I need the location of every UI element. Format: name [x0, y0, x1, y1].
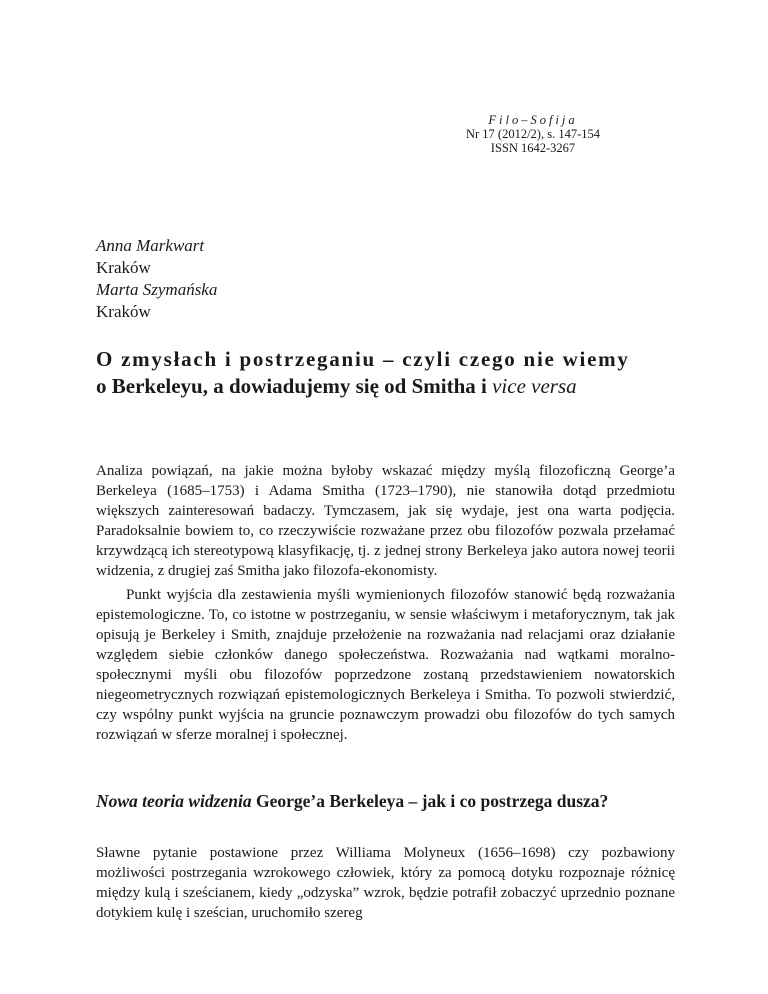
journal-issn: ISSN 1642-3267 [490, 141, 576, 155]
title-line-2 [96, 373, 696, 400]
title-line-1: O zmysłach i postrzeganiu – czyli czego nie wiemy [96, 347, 630, 371]
abstract-paragraph: Analiza powiązań, na jakie można byłoby wskazać między myślą filozoficzną George’a Berkeleya (1685–1753) i Adama Smitha (1723–1790), nie stanowiła dotąd przedmiotu większych zainteresowań badaczy. Tymczasem, jak się wydaje, jest ona warta podjęcia. Paradoksalnie bowiem to, co rzeczywiście rozważane przez obu filozofów pozwala przełamać krzywdzącą ich stereotypową klasyfikację, tj. z jednej strony Berkeleya jako autora nowej teorii widzenia, z drugiej zaś Smitha jako filozofa-ekonomisty. [96, 463, 675, 579]
section-heading-rest: George’a Berkeleya – jak i co postrzega dusza? [251, 791, 609, 811]
article-title [96, 346, 696, 400]
author-affiliation: Kraków [96, 302, 151, 321]
abstract-paragraph-2: Punkt wyjścia dla zestawienia myśli wymienionych filozofów stanowić będą rozważania epistemologiczne. To, co istotne w postrzeganiu, w sensie właściwym i metaforycznym, tak jak opisują je Berkeley i Smith, znajduje przełożenie na rozważania nad relacjami oraz działanie względem siebie członków danego społeczeństwa. Rozważania nad wątkami moralno-społecznymi myśli obu filozofów poprzedzone zostaną przedstawieniem nowatorskich niegeometrycznych rozwiązań epistemologicznych Berkeleya i Smitha. To pozwoli stwierdzić, czy wspólny punkt wyjścia na gruncie poznawczym prowadzi obu filozofów do tych samych rozwiązań w sferze moralnej i społecznej. [96, 587, 675, 743]
author-name: Anna Markwart [96, 236, 205, 255]
title-italic: vice versa [492, 374, 577, 398]
journal-issue: Nr 17 (2012/2), s. 147-154 [465, 127, 600, 141]
author-affiliation: Kraków [96, 258, 151, 277]
author-name: Marta Szymańska [96, 280, 218, 299]
section-paragraph: Sławne pytanie postawione przez Williama Molyneux (1656–1698) czy pozbawiony możliwości postrzegania wzrokowego człowiek, który za pomocą dotyku rozpoznaje różnicę między kulą i sześcianem, kiedy „odzyska” wzrok, będzie potrafił zobaczyć uprzednio poznane dotykiem kulę i sześcian, uruchomiło szereg [96, 845, 675, 921]
journal-info [383, 113, 683, 155]
author-list [96, 235, 217, 323]
section-heading-italic: Nowa teoria widzenia [96, 791, 252, 811]
section-heading [96, 790, 696, 812]
title-line-2-main: o Berkeleyu, a dowiadujemy się od Smitha i [96, 374, 493, 398]
journal-name: Filo–Sofija [488, 113, 578, 127]
